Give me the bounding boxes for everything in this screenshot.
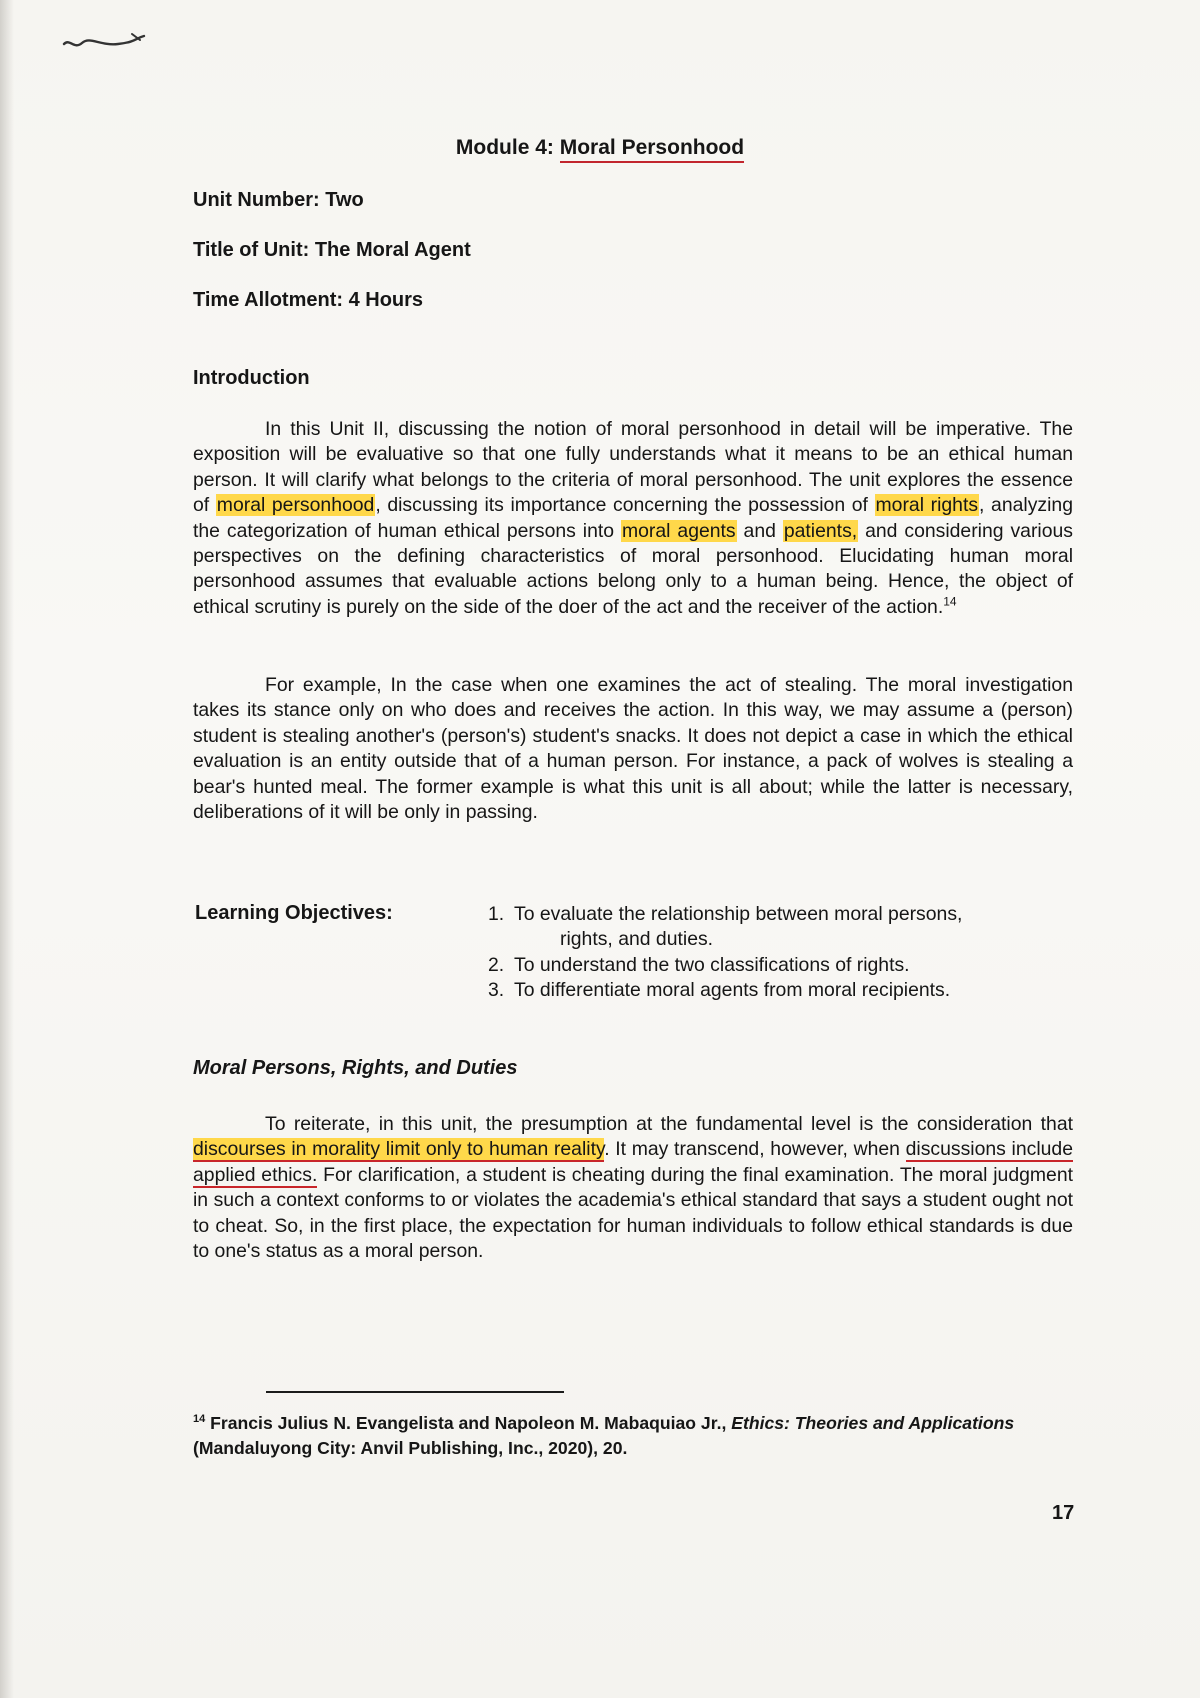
- objective-number: 2.: [488, 953, 505, 976]
- objective-text-line-1: To evaluate the relationship between moral persons,: [514, 903, 963, 925]
- footnote: [193, 1407, 1083, 1461]
- learning-objectives-list: [488, 902, 1074, 1004]
- intro-text-c: , analyzing the categorization of human ethical persons into: [193, 494, 1073, 542]
- highlight-moral-rights: moral rights: [875, 494, 979, 517]
- introduction-paragraph-1: [193, 417, 1073, 620]
- module-title: [0, 136, 1200, 163]
- highlight-moral-agents: moral agents: [621, 519, 736, 542]
- objective-text: To differentiate moral agents from moral recipients.: [514, 979, 951, 1002]
- time-allotment: Time Allotment: 4 Hours: [193, 289, 424, 311]
- page-edge-shadow: [0, 0, 14, 1698]
- objective-item: [488, 978, 1074, 1003]
- underlined-applied-ethics: discussions include applied ethics.: [193, 1138, 1073, 1186]
- module-title-prefix: Module 4:: [455, 136, 560, 159]
- footnote-authors: Francis Julius N. Evangelista and Napoleon M. Mabaquiao Jr.,: [210, 1412, 732, 1433]
- unit-number: Unit Number: Two: [193, 189, 364, 211]
- objective-item: [488, 902, 1074, 953]
- introduction-paragraph-2: For example, In the case when one examines the act of stealing. The moral investigation takes its stance only on who does and receives the action. In this way, we may assume a (person) student is stealing another's (person's) student's snacks. It does not depict a case in which the ethical evaluation is an entity outside that of a human person. For instance, a pack of wolves is stealing a bear's hunted meal. The former example is what this unit is all about; while the latter is necessary, deliberations of it will be only in passing.: [193, 674, 1073, 824]
- highlight-patients: patients,: [783, 519, 858, 542]
- objective-text-line-2: rights, and duties.: [560, 928, 714, 951]
- section-heading: Moral Persons, Rights, and Duties: [193, 1057, 518, 1079]
- intro-text-a: In this Unit II, discussing the notion of moral personhood in detail will be imperative. The exposition will be evaluative so that one fully understands what it means to be an ethical human person. It will clarify what belongs to the criteria of moral personhood. The unit explores the essence of: [193, 418, 1073, 517]
- section-text-a: To reiterate, in this unit, the presumption at the fundamental level is the consideration that: [265, 1113, 1073, 1135]
- intro-text-e: and considering various perspectives on the defining characteristics of moral personhood. Elucidating human moral personhood assumes that evaluable actions belong only to a human being. Hence, the object of ethical scrutiny is purely on the side of the doer of the act and the receiver of the action.: [193, 519, 1073, 618]
- objective-number: 3.: [488, 979, 505, 1002]
- module-title-name: Moral Personhood: [560, 136, 744, 163]
- highlight-human-reality: discourses in morality limit only to human reality: [193, 1138, 605, 1161]
- footnote-reference: 14: [943, 594, 957, 609]
- footnote-book-title: Ethics: Theories and Applications: [731, 1412, 1015, 1433]
- section-text-c: For clarification, a student is cheating during the final examination. The moral judgment in such a context conforms to or violates the academia's ethical standard that says a student ought not to cheat. So, in the first place, the expectation for human individuals to follow ethical standards is due to one's status as a moral person.: [193, 1163, 1073, 1263]
- page-number: 17: [1052, 1502, 1075, 1524]
- introduction-heading: Introduction: [193, 367, 310, 389]
- footnote-divider: [266, 1391, 564, 1393]
- objective-item: [488, 953, 1074, 978]
- objective-text: [514, 902, 1074, 953]
- section-text-b: . It may transcend, however, when: [604, 1138, 906, 1161]
- pen-scribble-mark: [60, 30, 150, 56]
- intro-text-b: , discussing its importance concerning the possession of: [375, 494, 875, 517]
- footnote-publisher: (Mandaluyong City: Anvil Publishing, Inc., 2020), 20.: [193, 1437, 628, 1458]
- footnote-number: 14: [193, 1413, 206, 1425]
- objective-number: 1.: [488, 903, 505, 925]
- learning-objectives-label: Learning Objectives:: [195, 902, 393, 924]
- unit-title: Title of Unit: The Moral Agent: [193, 239, 471, 261]
- objective-text: To understand the two classifications of rights.: [514, 953, 910, 976]
- intro-text-d: and: [736, 519, 783, 542]
- section-paragraph-1: [193, 1112, 1073, 1264]
- highlight-moral-personhood: moral personhood: [216, 494, 375, 517]
